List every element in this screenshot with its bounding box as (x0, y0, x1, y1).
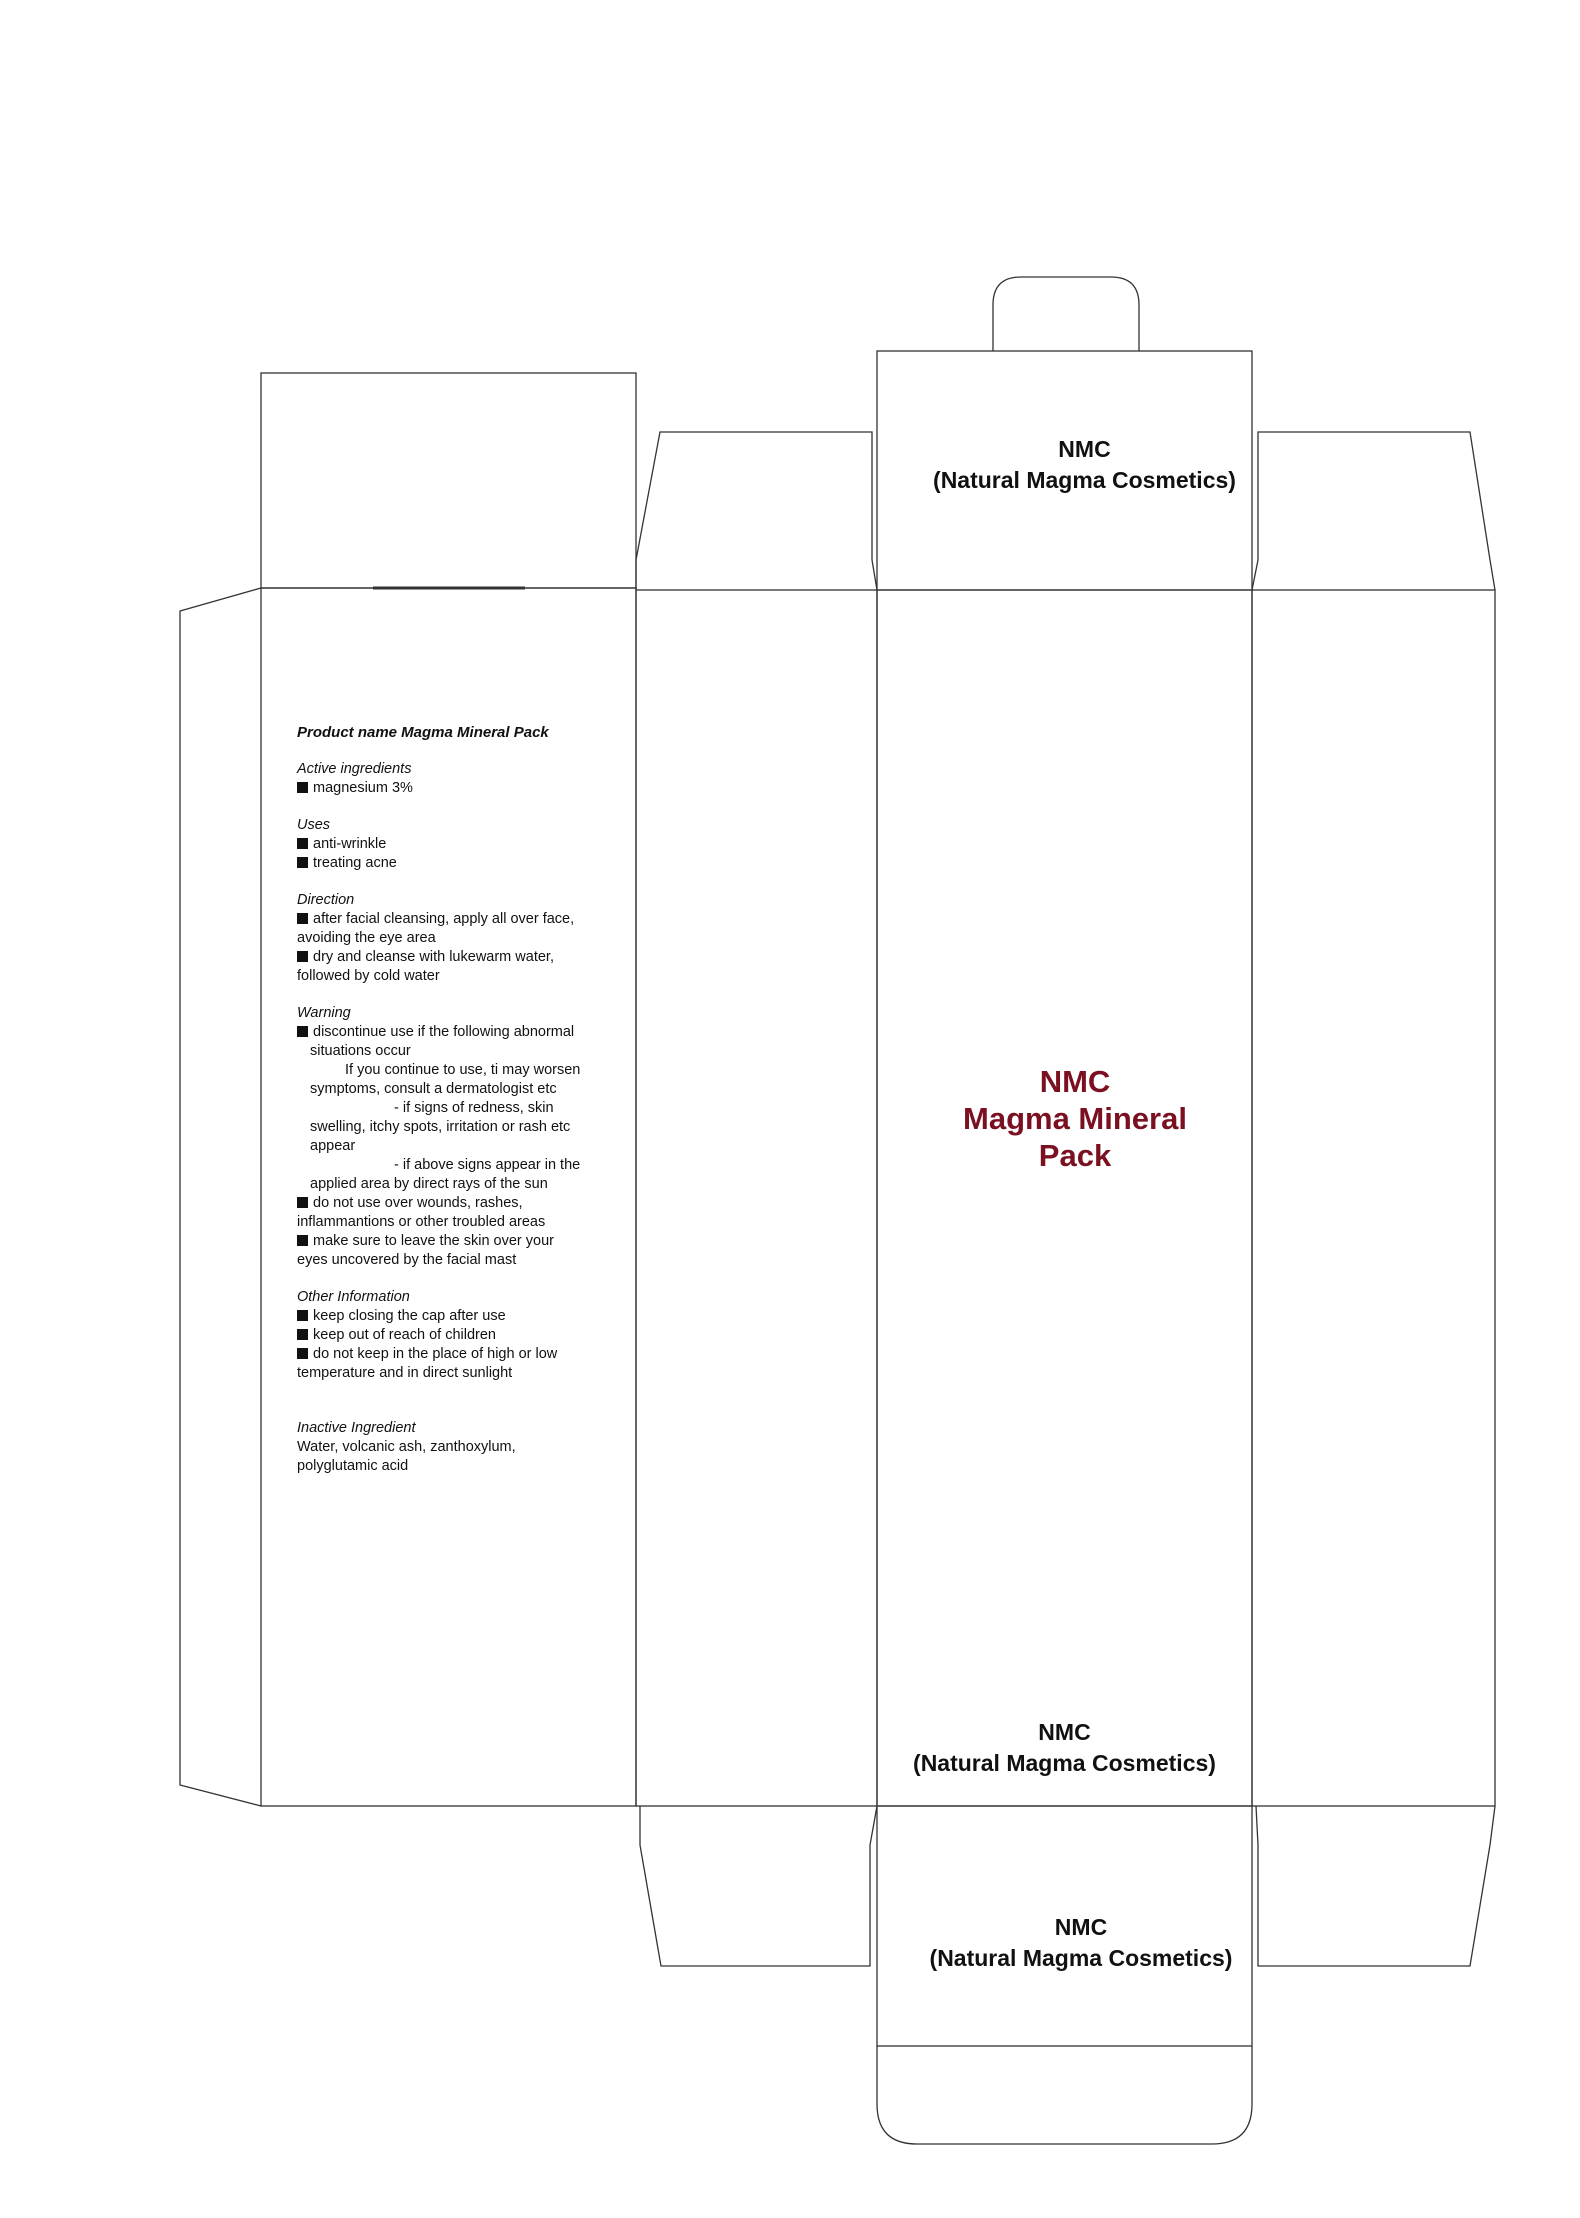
active-ingredients-section (297, 760, 627, 798)
list-item-continuation: swelling, itchy spots, irritation or rash etc (310, 1119, 571, 1135)
info-panel (297, 723, 627, 1494)
brand-full-name: (Natural Magma Cosmetics) (929, 1945, 1233, 1971)
list-item: keep out of reach of children (297, 1326, 627, 1345)
bullet-square-icon (297, 857, 308, 868)
bullet-square-icon (297, 1310, 308, 1321)
direction-section (297, 891, 627, 986)
list-item-continuation: appear (310, 1138, 356, 1154)
bullet-square-icon (297, 1197, 308, 1208)
brand-name: NMC (1038, 1719, 1091, 1745)
top-dust-flap-right (1252, 432, 1495, 590)
bullet-square-icon (297, 838, 308, 849)
bottom-dust-flap-left (640, 1806, 877, 1966)
product-name: Product name Magma Mineral Pack (297, 724, 549, 741)
top-lid-brand (877, 434, 1252, 496)
spacer (297, 1401, 627, 1419)
warning-section (297, 1004, 627, 1270)
list-item: after facial cleansing, apply all over face, (297, 910, 627, 929)
brand-name: NMC (1058, 436, 1111, 462)
section-title: Other Information (297, 1289, 410, 1305)
brand-name: NMC (1054, 1914, 1108, 1940)
section-title: Active ingredients (297, 761, 412, 777)
section-title: Direction (297, 892, 355, 908)
glue-flap (180, 588, 261, 1806)
list-item: dry and cleanse with lukewarm water, (297, 948, 627, 967)
list-item-continuation: avoiding the eye area (297, 930, 436, 946)
front-title (874, 1063, 1276, 1174)
list-item-continuation: applied area by direct rays of the sun (310, 1176, 548, 1192)
list-item: treating acne (297, 854, 627, 873)
warning-sub-item: If you continue to use, ti may worsen (345, 1062, 581, 1078)
list-item: anti-wrinkle (297, 835, 627, 854)
bottom-dust-flap-right (1256, 1806, 1495, 1966)
inactive-ingredient-text: Water, volcanic ash, zanthoxylum, (297, 1439, 516, 1455)
top-dust-flap-left (636, 432, 877, 590)
bullet-square-icon (297, 1348, 308, 1359)
other-information-section (297, 1288, 627, 1383)
brand-full-name: (Natural Magma Cosmetics) (913, 1750, 1216, 1776)
list-item-continuation: followed by cold water (297, 968, 440, 984)
bottom-tuck (877, 2046, 1252, 2144)
side-panel-middle (636, 590, 877, 1806)
front-panel (877, 590, 1252, 1806)
top-lid-tab (993, 277, 1139, 351)
list-item: keep closing the cap after use (297, 1307, 627, 1326)
list-item-continuation: inflammantions or other troubled areas (297, 1214, 546, 1230)
list-item: do not use over wounds, rashes, (297, 1194, 627, 1213)
list-item: magnesium 3% (297, 779, 627, 798)
front-title-line2: Magma Mineral (963, 1101, 1187, 1136)
section-title: Inactive Ingredient (297, 1420, 416, 1436)
list-item-continuation: symptoms, consult a dermatologist etc (310, 1081, 557, 1097)
warning-sub-item: - if signs of redness, skin (394, 1100, 554, 1116)
warning-sub-item: - if above signs appear in the (394, 1157, 581, 1173)
front-title-line3: Pack (1038, 1138, 1112, 1173)
bullet-square-icon (297, 951, 308, 962)
bottom-lid-brand (877, 1912, 1257, 1974)
bullet-square-icon (297, 782, 308, 793)
front-bottom-brand (877, 1717, 1252, 1779)
inactive-ingredient-text: polyglutamic acid (297, 1458, 409, 1474)
inactive-ingredient-section (297, 1419, 627, 1476)
bullet-square-icon (297, 1235, 308, 1246)
section-title: Uses (297, 817, 331, 833)
bullet-square-icon (297, 1329, 308, 1340)
list-item: discontinue use if the following abnormal (297, 1023, 627, 1042)
bullet-square-icon (297, 1026, 308, 1037)
section-title: Warning (297, 1005, 351, 1021)
list-item-continuation: situations occur (310, 1043, 411, 1059)
brand-full-name: (Natural Magma Cosmetics) (933, 467, 1236, 493)
uses-section (297, 816, 627, 873)
front-title-line1: NMC (1039, 1064, 1111, 1099)
side-panel-right (1252, 590, 1495, 1806)
list-item-continuation: temperature and in direct sunlight (297, 1365, 513, 1381)
list-item: make sure to leave the skin over your (297, 1232, 627, 1251)
list-item-continuation: eyes uncovered by the facial mast (297, 1252, 517, 1268)
bullet-square-icon (297, 913, 308, 924)
top-flap-left (261, 373, 636, 588)
list-item: do not keep in the place of high or low (297, 1345, 627, 1364)
